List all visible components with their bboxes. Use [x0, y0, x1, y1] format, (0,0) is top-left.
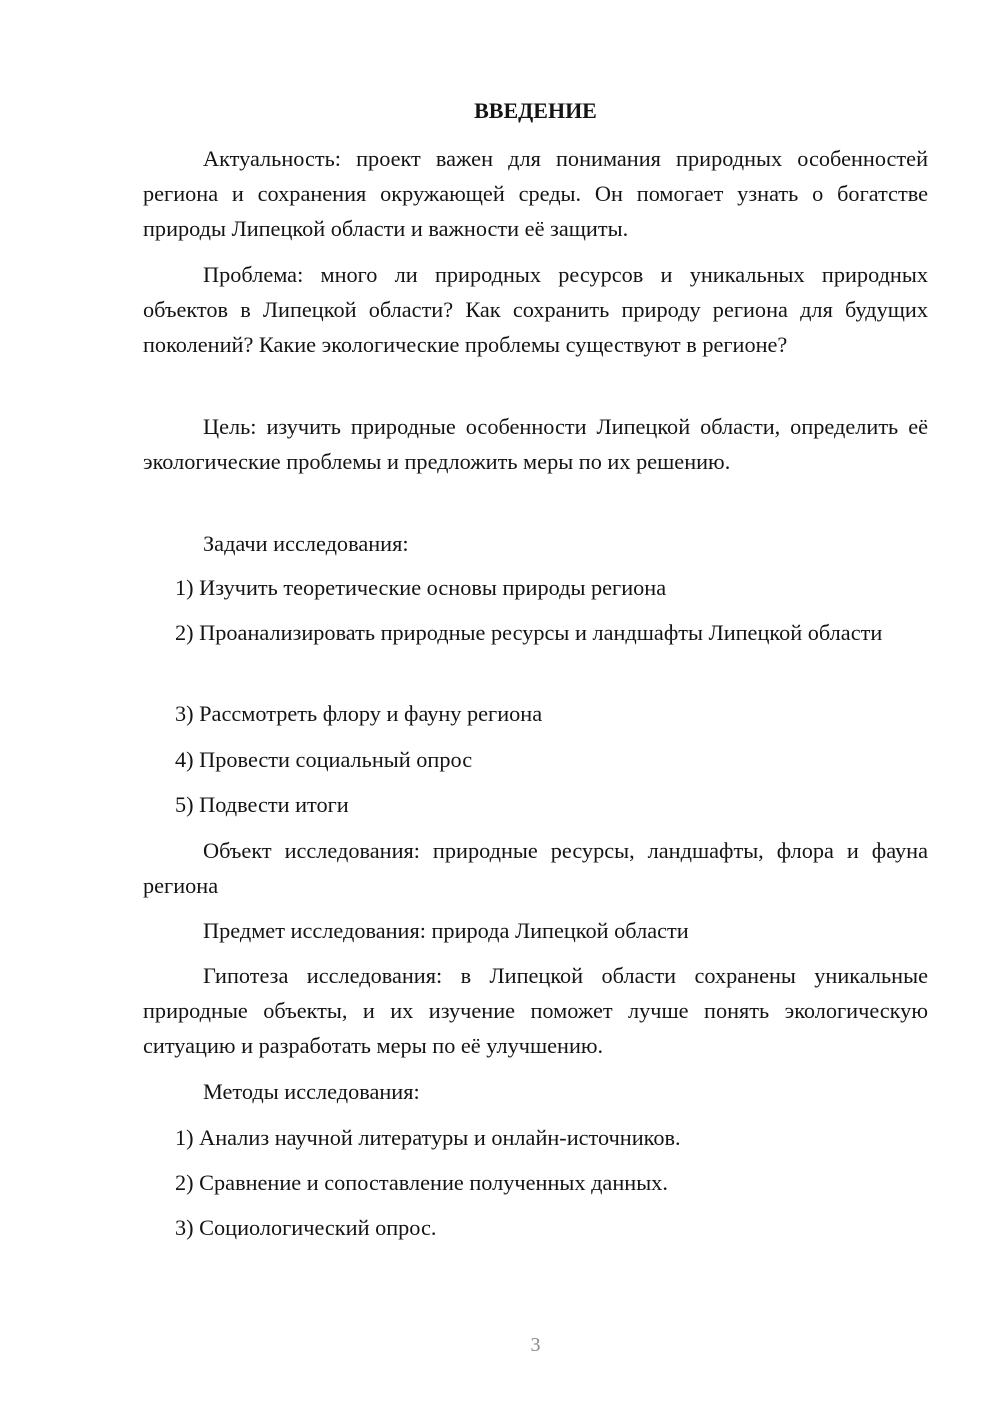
document-page — [143, 0, 928, 1414]
methods-heading: Методы исследования: — [203, 1079, 420, 1104]
goal-paragraph: Цель: изучить природные особенности Липецкой области, определить её экологические проблемы и предложить меры по их решению. — [143, 414, 928, 475]
hypothesis-paragraph: Гипотеза исследования: в Липецкой области сохранены уникальные природные объекты, и их изучение поможет лучше понять экологическую ситуацию и разработать меры по её улучшению. — [143, 963, 928, 1059]
task-item: 4) Провести социальный опрос — [175, 747, 473, 772]
tasks-heading: Задачи исследования: — [203, 531, 409, 556]
method-item: 3) Социологический опрос. — [175, 1215, 437, 1240]
section-heading: ВВЕДЕНИЕ — [474, 98, 597, 123]
problem-paragraph: Проблема: много ли природных ресурсов и уникальных природных объектов в Липецкой области? Как сохранить природу региона для будущих поколений? Какие экологические проблемы существуют в регионе? — [143, 262, 928, 358]
object-paragraph: Объект исследования: природные ресурсы, ландшафты, флора и фауна региона — [143, 838, 928, 899]
subject-paragraph: Предмет исследования: природа Липецкой области — [203, 918, 689, 943]
relevance-paragraph: Актуальность: проект важен для понимания природных особенностей региона и сохранения окружающей среды. Он помогает узнать о богатстве природы Липецкой области и важности её защиты. — [143, 146, 928, 242]
task-item: 1) Изучить теоретические основы природы региона — [175, 575, 667, 600]
page-number: 3 — [530, 1334, 541, 1356]
task-item: 2) Проанализировать природные ресурсы и ландшафты Липецкой области — [175, 620, 883, 645]
task-item: 3) Рассмотреть флору и фауну региона — [175, 701, 543, 726]
task-item: 5) Подвести итоги — [175, 792, 349, 817]
method-item: 1) Анализ научной литературы и онлайн-источников. — [175, 1125, 681, 1150]
method-item: 2) Сравнение и сопоставление полученных данных. — [175, 1170, 668, 1195]
